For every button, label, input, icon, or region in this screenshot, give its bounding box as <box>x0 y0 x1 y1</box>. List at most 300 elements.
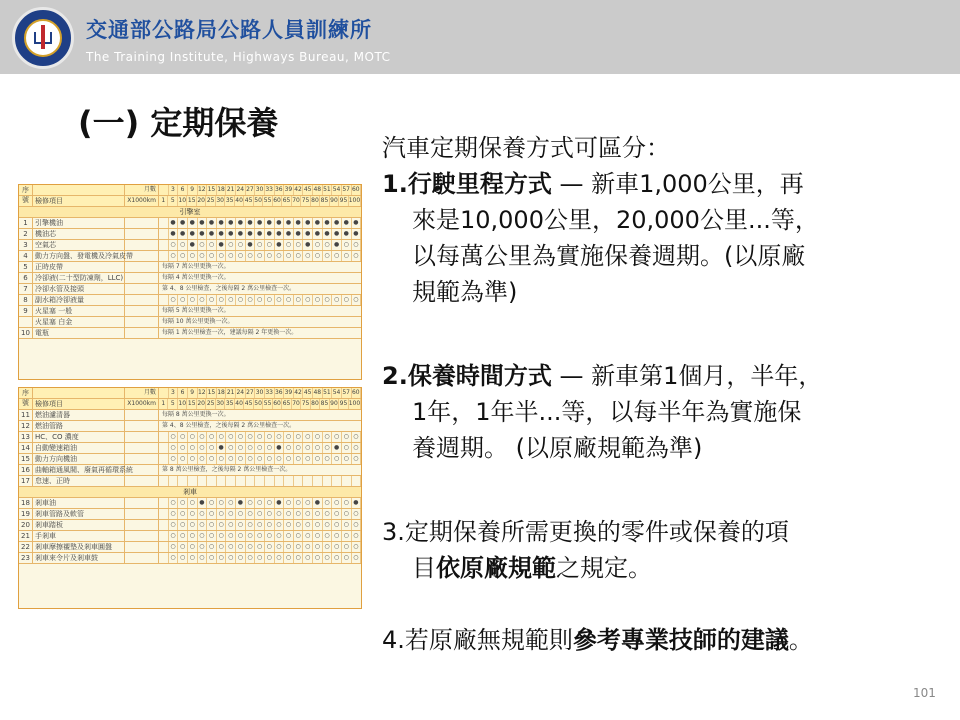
mark-cell: ○ <box>207 295 217 305</box>
row-number: 1 <box>19 218 33 228</box>
month-tick: 3 <box>169 388 179 398</box>
mark-cell: ○ <box>342 443 352 453</box>
mark-cell: ○ <box>284 542 294 552</box>
mark-cell: ○ <box>352 443 362 453</box>
row-item: 引擎機油 <box>33 218 125 228</box>
mark-cell: ○ <box>323 432 333 442</box>
mark-cell: ○ <box>188 520 198 530</box>
mark-cell: ○ <box>284 295 294 305</box>
mark-cell: ○ <box>342 509 352 519</box>
mark-cell: ○ <box>178 295 188 305</box>
mark-cell: ○ <box>169 531 179 541</box>
mark-cell: ○ <box>294 553 304 563</box>
point-3-pre: 目 <box>412 554 436 582</box>
row-item: 動力方向機油 <box>33 454 125 464</box>
mark-cell: ○ <box>323 520 333 530</box>
mark-cell: ● <box>265 218 275 228</box>
mark-cell <box>159 454 169 464</box>
row-note: 第 4、8 公里檢查，之後每隔 2 萬公里檢查一次。 <box>162 422 296 429</box>
row-marks <box>159 509 361 519</box>
point-1-line-4: 規範為準) <box>412 278 518 306</box>
km-tick: 25 <box>206 197 215 204</box>
mark-cell <box>303 476 313 486</box>
month-ticks <box>159 388 361 398</box>
mark-cell: ○ <box>342 251 352 261</box>
mark-cell: ○ <box>178 542 188 552</box>
mark-cell: ○ <box>169 443 179 453</box>
mark-cell: ○ <box>217 542 227 552</box>
mark-cell <box>159 531 169 541</box>
mark-cell: ○ <box>236 509 246 519</box>
mark-cell: ● <box>207 218 217 228</box>
mark-cell: ○ <box>313 509 323 519</box>
mark-cell: ○ <box>178 553 188 563</box>
month-tick: 54 <box>332 389 341 396</box>
mark-cell <box>265 476 275 486</box>
point-2-heading: 保養時間方式 <box>407 362 552 390</box>
mark-cell: ○ <box>255 432 265 442</box>
km-tick: 75 <box>301 197 310 204</box>
row-item: 正時皮帶 <box>33 262 125 272</box>
header-no: 序號 <box>19 388 33 398</box>
header-unit-month: 月數 <box>125 185 159 195</box>
mark-cell <box>275 476 285 486</box>
table-row <box>19 509 361 520</box>
row-item: 副水箱冷卻液量 <box>33 295 125 305</box>
mark-cell <box>159 432 169 442</box>
row-unit <box>125 284 159 294</box>
mark-cell: ○ <box>303 443 313 453</box>
mark-cell: ○ <box>169 251 179 261</box>
mark-cell: ○ <box>236 531 246 541</box>
mark-cell: ○ <box>226 295 236 305</box>
mark-cell: ○ <box>169 520 179 530</box>
mark-cell: ● <box>188 240 198 250</box>
mark-cell: ○ <box>332 251 342 261</box>
month-tick: 57 <box>342 389 350 396</box>
mark-cell: ○ <box>332 553 342 563</box>
mark-cell: ○ <box>294 454 304 464</box>
mark-cell: ○ <box>226 240 236 250</box>
mark-cell: ○ <box>207 432 217 442</box>
mark-cell: ○ <box>323 454 333 464</box>
mark-cell: ○ <box>198 295 208 305</box>
mark-cell: ● <box>284 218 294 228</box>
row-number: 22 <box>19 542 33 552</box>
mark-cell: ○ <box>178 454 188 464</box>
mark-cell: ● <box>188 229 198 239</box>
mark-cell: ● <box>217 229 227 239</box>
row-unit <box>125 531 159 541</box>
mark-cell: ● <box>275 229 285 239</box>
mark-cell <box>178 476 188 486</box>
mark-cell: ○ <box>284 531 294 541</box>
table-row <box>19 520 361 531</box>
month-tick: 27 <box>246 186 254 193</box>
mark-cell: ○ <box>294 251 304 261</box>
mark-cell <box>332 476 342 486</box>
mark-cell: ○ <box>226 443 236 453</box>
mark-cell: ○ <box>236 520 246 530</box>
mark-cell: ● <box>275 498 285 508</box>
km-ticks <box>159 399 361 409</box>
mark-cell: ○ <box>265 454 275 464</box>
mark-cell: ● <box>313 498 323 508</box>
row-number: 12 <box>19 421 33 431</box>
mark-cell: ○ <box>207 498 217 508</box>
table-row <box>19 531 361 542</box>
month-tick: 24 <box>236 186 245 193</box>
mark-cell: ● <box>207 229 217 239</box>
row-marks <box>159 229 361 239</box>
mark-cell <box>255 476 265 486</box>
row-unit <box>125 317 159 327</box>
mark-cell: ○ <box>275 553 285 563</box>
mark-cell: ○ <box>255 531 265 541</box>
mark-cell: ○ <box>275 509 285 519</box>
mark-cell: ○ <box>255 295 265 305</box>
month-tick: 9 <box>188 388 198 398</box>
mark-cell: ○ <box>265 520 275 530</box>
point-2-text: — 新車第1個月，半年， <box>551 362 823 390</box>
mark-cell: ● <box>352 229 362 239</box>
mark-cell: ○ <box>169 295 179 305</box>
table-row <box>19 317 361 328</box>
mark-cell: ○ <box>255 454 265 464</box>
table-row <box>19 284 361 295</box>
point-1-line-2: 來是10,000公里，20,000公里...等， <box>412 206 819 234</box>
row-note: 每隔 7 萬公里更換一次。 <box>162 263 230 270</box>
mark-cell: ○ <box>265 531 275 541</box>
mark-cell: ○ <box>332 498 342 508</box>
point-3-post: 之規定。 <box>556 554 652 582</box>
mark-cell: ○ <box>275 251 285 261</box>
mark-cell: ● <box>313 229 323 239</box>
mark-cell: ○ <box>275 542 285 552</box>
mark-cell: ○ <box>332 295 342 305</box>
mark-cell <box>342 476 352 486</box>
mark-cell: ○ <box>207 520 217 530</box>
mark-cell: ○ <box>226 454 236 464</box>
month-tick: 48 <box>313 389 322 396</box>
mark-cell: ● <box>236 229 246 239</box>
mark-cell: ○ <box>198 443 208 453</box>
mark-cell: ○ <box>236 295 246 305</box>
mark-cell: ○ <box>217 432 227 442</box>
mark-cell: ○ <box>226 553 236 563</box>
table-row <box>19 476 361 487</box>
point-4-post: 。 <box>788 626 813 654</box>
mark-cell: ○ <box>294 432 304 442</box>
mark-cell: ○ <box>246 520 256 530</box>
mark-cell: ○ <box>198 454 208 464</box>
km-tick: 75 <box>301 400 310 407</box>
month-tick: 12 <box>197 186 206 193</box>
slide-title: (一) 定期保養 <box>78 104 279 142</box>
mark-cell: ● <box>342 229 352 239</box>
mark-cell: ○ <box>169 509 179 519</box>
mark-cell: ○ <box>246 553 256 563</box>
mark-cell: ● <box>332 218 342 228</box>
month-tick: 45 <box>303 389 312 396</box>
table-row <box>19 218 361 229</box>
km-tick: 25 <box>206 400 215 407</box>
row-note: 每隔 5 萬公里更換一次。 <box>162 307 230 314</box>
row-unit <box>125 443 159 453</box>
mark-cell: ○ <box>313 295 323 305</box>
table-row <box>19 542 361 553</box>
row-item: 火星塞 白金 <box>33 317 125 327</box>
table-row <box>19 498 361 509</box>
month-tick <box>159 185 169 195</box>
point-3-line-1: 3.定期保養所需更換的零件或保養的項 <box>382 518 789 546</box>
month-tick: 51 <box>323 389 331 396</box>
month-tick: 39 <box>284 186 293 193</box>
km-tick: 20 <box>197 400 205 407</box>
mark-cell: ○ <box>246 509 256 519</box>
row-note: 每隔 8 萬公里更換一次。 <box>162 411 230 418</box>
mark-cell: ○ <box>188 454 198 464</box>
month-tick: 33 <box>265 389 273 396</box>
km-tick: 90 <box>330 400 338 407</box>
mark-cell: ○ <box>246 443 256 453</box>
point-2-number: 2. <box>382 362 408 390</box>
header-unit-km: X1000km <box>125 399 159 409</box>
month-tick: 42 <box>294 389 302 396</box>
mark-cell: ○ <box>265 432 275 442</box>
table-row <box>19 465 361 476</box>
km-tick: 90 <box>330 197 338 204</box>
mark-cell: ○ <box>198 520 208 530</box>
mark-cell: ○ <box>207 454 217 464</box>
month-tick: 42 <box>294 186 302 193</box>
mark-cell: ● <box>332 443 342 453</box>
km-tick: 35 <box>225 197 234 204</box>
mark-cell: ○ <box>246 295 256 305</box>
mark-cell: ● <box>198 229 208 239</box>
maintenance-schedule-table-engine <box>18 184 362 380</box>
mark-cell: ○ <box>217 295 227 305</box>
mark-cell <box>284 476 294 486</box>
mark-cell: ○ <box>352 240 362 250</box>
mark-cell: ○ <box>188 509 198 519</box>
row-item: 剎車來令片及剎車鼓 <box>33 553 125 563</box>
mark-cell: ○ <box>207 509 217 519</box>
mark-cell: ○ <box>342 240 352 250</box>
row-number: 15 <box>19 454 33 464</box>
row-marks <box>159 443 361 453</box>
mark-cell: ○ <box>342 454 352 464</box>
table-row <box>19 328 361 339</box>
mark-cell: ○ <box>342 432 352 442</box>
table-row <box>19 273 361 284</box>
mark-cell <box>226 476 236 486</box>
mark-cell: ○ <box>332 531 342 541</box>
mark-cell: ○ <box>294 520 304 530</box>
mark-cell: ○ <box>352 432 362 442</box>
row-item: 怠速、正時 <box>33 476 125 486</box>
header-unit-km: X1000km <box>125 196 159 206</box>
org-name-english: The Training Institute, Highways Bureau, MOTC <box>86 50 391 64</box>
km-tick: 10 <box>178 197 187 204</box>
mark-cell <box>207 476 217 486</box>
km-tick: 50 <box>254 197 262 204</box>
maintenance-schedule-table-brake <box>18 387 362 609</box>
mark-cell: ○ <box>284 432 294 442</box>
month-tick: 18 <box>217 186 225 193</box>
mark-cell: ○ <box>226 531 236 541</box>
mark-cell: ○ <box>332 432 342 442</box>
point-1-number: 1. <box>382 170 408 198</box>
row-unit <box>125 553 159 563</box>
mark-cell: ○ <box>226 520 236 530</box>
row-item: 機油芯 <box>33 229 125 239</box>
km-tick: 50 <box>254 400 262 407</box>
mark-cell: ○ <box>178 251 188 261</box>
km-tick: 10 <box>178 400 187 407</box>
mark-cell: ○ <box>284 509 294 519</box>
mark-cell: ○ <box>294 498 304 508</box>
mark-cell: ○ <box>198 240 208 250</box>
row-item: 空氣芯 <box>33 240 125 250</box>
point-2-line-1 <box>382 358 822 394</box>
mark-cell: ○ <box>323 295 333 305</box>
mark-cell: ○ <box>236 454 246 464</box>
row-number: 7 <box>19 284 33 294</box>
mark-cell: ○ <box>188 531 198 541</box>
mark-cell: ○ <box>188 432 198 442</box>
mark-cell: ○ <box>323 509 333 519</box>
mark-cell: ● <box>332 240 342 250</box>
mark-cell: ● <box>236 218 246 228</box>
point-2-line-2: 1年，1年半...等，以每半年為實施保 <box>412 398 802 426</box>
mark-cell: ○ <box>226 509 236 519</box>
row-item: 冷卻液(二十型防凍劑，LLC) <box>35 274 124 282</box>
mark-cell: ○ <box>313 454 323 464</box>
row-item: 燃油濾清器 <box>33 410 125 420</box>
km-tick: 15 <box>187 197 196 204</box>
mark-cell: ● <box>178 218 188 228</box>
mark-cell: ○ <box>169 240 179 250</box>
mark-cell: ○ <box>303 520 313 530</box>
row-marks <box>159 454 361 464</box>
mark-cell: ○ <box>178 531 188 541</box>
month-ticks <box>159 185 361 195</box>
table-row <box>19 443 361 454</box>
row-number: 13 <box>19 432 33 442</box>
month-tick: 36 <box>274 389 283 396</box>
mark-cell: ● <box>217 240 227 250</box>
month-tick: 30 <box>255 186 264 193</box>
row-note: 第 4、8 公里檢查，之後每隔 2 萬公里檢查一次。 <box>162 285 296 292</box>
mark-cell: ● <box>246 218 256 228</box>
row-unit <box>125 476 159 486</box>
mark-cell: ● <box>303 229 313 239</box>
mark-cell: ○ <box>265 542 275 552</box>
row-number: 21 <box>19 531 33 541</box>
mark-cell: ○ <box>255 520 265 530</box>
row-number: 4 <box>19 251 33 261</box>
mark-cell <box>169 476 179 486</box>
table-row <box>19 229 361 240</box>
mark-cell: ● <box>275 240 285 250</box>
mark-cell: ○ <box>246 454 256 464</box>
mark-cell: ○ <box>246 432 256 442</box>
mark-cell: ○ <box>236 443 246 453</box>
row-unit <box>125 273 159 283</box>
mark-cell: ○ <box>198 553 208 563</box>
mark-cell: ○ <box>188 553 198 563</box>
row-item: 自動變速箱油 <box>33 443 125 453</box>
km-tick: 35 <box>225 400 234 407</box>
row-unit <box>125 421 159 431</box>
km-tick: 100 <box>348 400 361 407</box>
mark-cell <box>159 295 169 305</box>
mark-cell: ○ <box>313 520 323 530</box>
mark-cell: ○ <box>169 553 179 563</box>
mark-cell: ● <box>226 229 236 239</box>
mark-cell: ● <box>246 240 256 250</box>
row-number: 23 <box>19 553 33 563</box>
mark-cell: ○ <box>303 553 313 563</box>
km-tick: 15 <box>187 400 196 407</box>
mark-cell: ○ <box>265 498 275 508</box>
mark-cell: ○ <box>207 251 217 261</box>
mark-cell: ○ <box>332 542 342 552</box>
table-row <box>19 454 361 465</box>
row-marks <box>159 476 361 486</box>
mark-cell <box>236 476 246 486</box>
row-number: 3 <box>19 240 33 250</box>
km-tick: 20 <box>197 197 205 204</box>
mark-cell: ○ <box>169 542 179 552</box>
km-tick: 65 <box>282 400 291 407</box>
mark-cell: ○ <box>323 251 333 261</box>
row-marks <box>159 531 361 541</box>
mark-cell: ○ <box>217 531 227 541</box>
row-note: 每隔 1 萬公里檢查一次，建議每隔 2 年更換一次。 <box>162 329 298 336</box>
month-tick: 21 <box>226 186 235 193</box>
mark-cell <box>313 476 323 486</box>
mark-cell: ○ <box>275 531 285 541</box>
row-marks <box>159 553 361 563</box>
header-no-blank <box>19 196 33 206</box>
km-tick: 55 <box>263 197 272 204</box>
mark-cell: ○ <box>294 240 304 250</box>
km-tick: 40 <box>235 400 243 407</box>
mark-cell: ○ <box>246 542 256 552</box>
mark-cell: ○ <box>265 443 275 453</box>
institute-logo-icon <box>12 7 74 69</box>
row-unit <box>125 295 159 305</box>
km-ticks <box>159 196 361 206</box>
table-section-band: 剎車 <box>19 487 361 498</box>
mark-cell: ○ <box>198 251 208 261</box>
mark-cell: ○ <box>207 531 217 541</box>
mark-cell <box>159 476 169 486</box>
mark-cell: ● <box>342 218 352 228</box>
mark-cell: ● <box>303 218 313 228</box>
month-tick: 60 <box>351 389 360 396</box>
row-item: 剎車油 <box>33 498 125 508</box>
mark-cell: ● <box>303 240 313 250</box>
header-item: 檢修項目 <box>33 196 125 206</box>
mark-cell: ○ <box>303 251 313 261</box>
month-tick: 3 <box>169 185 179 195</box>
mark-cell <box>159 443 169 453</box>
mark-cell: ○ <box>198 531 208 541</box>
row-number: 14 <box>19 443 33 453</box>
